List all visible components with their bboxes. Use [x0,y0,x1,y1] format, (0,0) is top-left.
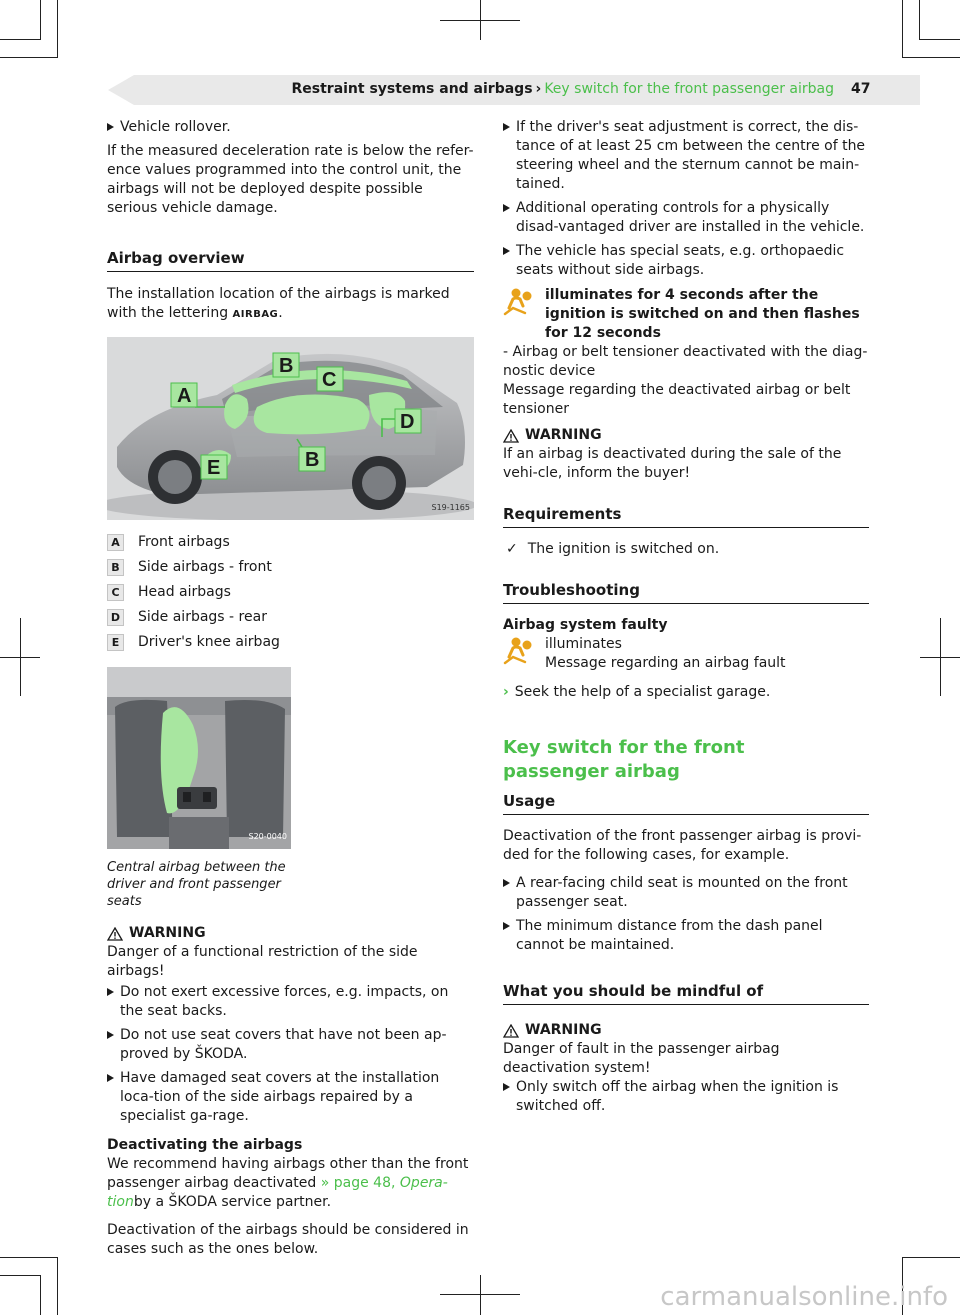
figure-caption: Central airbag between the driver and front passenger seats [107,860,286,909]
legend-text: Front airbags [138,534,230,550]
fig-label-b-bottom: B [305,449,320,471]
legend-text: Head airbags [138,584,231,600]
legend-row [107,530,474,555]
legend-key: D [107,609,124,626]
troubleshooting-action [503,683,869,702]
central-airbag-illustration [107,667,291,849]
fig-label-a: A [177,385,192,407]
troubleshooting-lamp-text [545,635,786,673]
figure-code: S19-1165 [431,503,470,512]
troubleshooting-heading: Troubleshooting [503,581,869,604]
usage-bullet: A rear-facing child seat is mounted on the front passenger seat. [503,874,869,912]
legend-text: Side airbags - front [138,559,272,575]
para-deceleration: If the measured deceleration rate is below the refer-ence values programmed into the control unit, the airbags will not be deployed despite possible serious vehicle damage. [107,143,474,216]
warning-bullet: Do not exert excessive forces, e.g. impacts, on the seat backs. [107,983,474,1021]
lamp-text-1: illuminates [545,636,622,652]
usage-heading: Usage [503,792,869,815]
page-link[interactable]: » page 48, [320,1175,396,1191]
deactivating-text [107,1155,474,1212]
requirement-item [503,540,869,559]
warning-title-text: WARNING [525,427,602,443]
airbag-warning-lamp-icon [503,635,533,667]
troubleshooting-lamp [503,635,869,673]
warning-title-text: WARNING [525,1022,602,1038]
breadcrumb-separator: › [535,81,542,97]
troubleshooting-subtitle: Airbag system faulty [503,617,668,633]
warning-text: Danger of a functional restriction of the side airbags! [107,944,418,979]
breadcrumb-section: Restraint systems and airbags [291,81,533,97]
breadcrumb [291,80,834,99]
action-text: Seek the help of a specialist garage. [514,684,771,700]
warning-title-2 [503,426,869,445]
airbag-overview-heading: Airbag overview [107,249,474,272]
lamp-line1: - Airbag or belt tensioner deactivated with the diag-nostic device [503,344,868,379]
warning-title-3 [503,1021,869,1040]
intro-end: . [278,305,283,321]
legend-key: C [107,584,124,601]
legend-key: E [107,634,124,651]
fig-label-e: E [207,457,221,479]
key-switch-heading: Key switch for the front passenger airbag [503,737,745,782]
figure-car-airbags [107,337,474,520]
warning-bullet: Do not use seat covers that have not been ap-proved by ŠKODA. [107,1026,474,1064]
warning-title-text: WARNING [129,925,206,941]
legend-key: A [107,534,124,551]
airbag-warning-lamp-icon [503,286,533,318]
deactivating-text-a: We recommend having airbags other than the front passenger airbag deactivated [107,1156,469,1191]
fig-label-b-top: B [279,355,294,377]
fig-label-d: D [400,411,415,433]
legend-row [107,580,474,605]
breadcrumb-subsection[interactable]: Key switch for the front passenger airbag [544,81,834,97]
warning-icon [107,927,123,941]
deactivating-title: Deactivating the airbags [107,1137,303,1153]
legend-key: B [107,559,124,576]
airbag-lettering: AIRBAG [232,309,279,320]
right-bullet: Additional operating controls for a physically disad-vantaged driver are installed in the vehicle. [503,199,869,237]
deactivating-para2: Deactivation of the airbags should be considered in cases such as the ones below. [107,1222,469,1257]
lamp-block [503,286,869,343]
legend-row [107,605,474,630]
right-bullet: The vehicle has special seats, e.g. orthopaedic seats without side airbags. [503,242,869,280]
mindful-heading: What you should be mindful of [503,982,869,1005]
figure-central-airbag [107,667,291,849]
operation-link[interactable]: Opera-tion [107,1175,448,1210]
deactivating-text-b: by a ŠKODA service partner. [133,1194,332,1210]
warning-bullet: Have damaged seat covers at the installation loca-tion of the side airbags repaired by a specialist ga-rage. [107,1069,474,1126]
warning-title [107,924,474,943]
watermark: carmanualsonline.info [660,1282,948,1312]
fig-label-c: C [322,369,337,391]
airbag-legend [107,530,474,655]
requirements-heading: Requirements [503,505,869,528]
usage-bullet: The minimum distance from the dash panel cannot be maintained. [503,917,869,955]
right-column [503,118,869,1121]
lamp-bold-text: illuminates for 4 seconds after the ignition is switched on and then flashes for 12 seconds [545,287,860,341]
legend-text: Driver's knee airbag [138,634,280,650]
warning-icon [503,429,519,443]
figure-code-2: S20-0040 [248,832,287,841]
checkmark-icon: ✓ [506,541,518,557]
legend-row [107,555,474,580]
requirement-text: The ignition is switched on. [527,541,720,557]
left-column [107,118,474,1268]
airbag-overview-intro [107,285,474,324]
page-number: 47 [851,81,871,97]
mindful-bullet: Only switch off the airbag when the ignition is switched off. [503,1078,869,1116]
lamp-text-2: Message regarding an airbag fault [545,655,786,671]
bullet-rollover: Vehicle rollover. [107,118,474,137]
usage-text: Deactivation of the front passenger airbag is provi-ded for the following cases, for example. [503,828,862,863]
right-bullet: If the driver's seat adjustment is correct, the dis-tance of at least 25 cm between the centre of the steering wheel and the sternum cannot be main-tained. [503,118,869,194]
car-airbag-illustration [107,337,474,520]
mindful-warning-text: Danger of fault in the passenger airbag deactivation system! [503,1041,780,1076]
warning-icon [503,1024,519,1038]
legend-text: Side airbags - rear [138,609,267,625]
lamp-line2: Message regarding the deactivated airbag or belt tensioner [503,382,851,417]
intro-text: The installation location of the airbags is marked with the lettering [107,286,450,321]
warning-text-2: If an airbag is deactivated during the sale of the vehi-cle, inform the buyer! [503,446,842,481]
legend-row [107,630,474,655]
arrow-right-icon: › [503,684,509,700]
